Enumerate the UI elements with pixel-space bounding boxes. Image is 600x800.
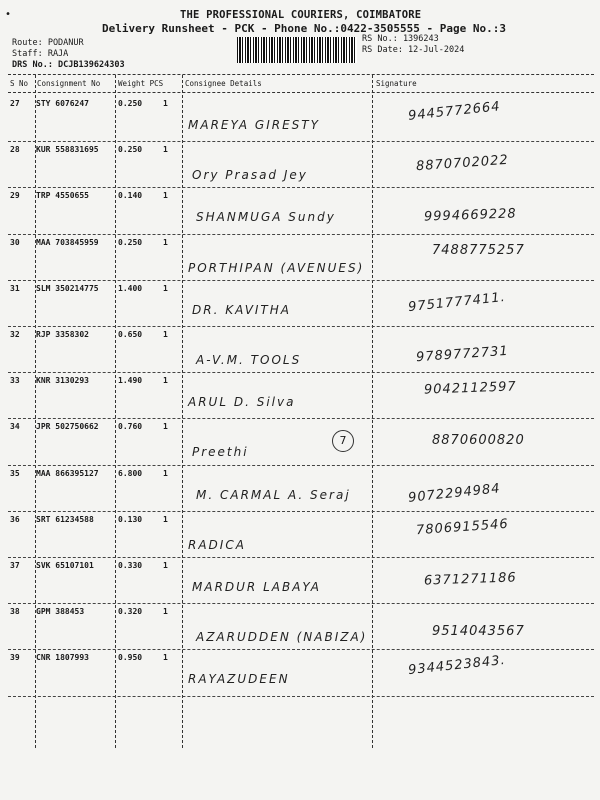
- row-sno: 38: [10, 607, 20, 617]
- table-row: [8, 281, 594, 327]
- row-pcs: 1: [163, 376, 168, 386]
- header-top-rule: [8, 74, 594, 75]
- row-consignment-no: TRP 4550655: [36, 191, 89, 201]
- row-pcs: 1: [163, 422, 168, 432]
- row-sno: 31: [10, 283, 20, 293]
- table-row: [8, 558, 594, 604]
- row-pcs: 1: [163, 237, 168, 247]
- row-sno: 32: [10, 330, 20, 339]
- row-consignee-handwritten: SHANMUGA Sundy: [196, 210, 336, 225]
- row-consignee-handwritten: ARUL D. Silva: [188, 395, 296, 410]
- row-weight: 0.250: [118, 237, 143, 247]
- col-header-weight-pcs: Weight PCS: [118, 79, 164, 88]
- table-row: [8, 235, 594, 281]
- row-consignee-handwritten: MARDUR LABAYA: [192, 580, 322, 594]
- row-consignment-no: JPR 502750662: [36, 422, 99, 432]
- row-consignee-handwritten: AZARUDDEN (NABIZA): [196, 630, 368, 645]
- row-signature-handwritten: 7488775257: [432, 242, 525, 258]
- row-consignee-handwritten: RAYAZUDEEN: [188, 672, 290, 687]
- row-consignee-handwritten: M. CARMAL A. Seraj: [196, 487, 351, 502]
- row-consignment-no: MAA 866395127: [36, 468, 99, 478]
- row-consignment-no: SRT 61234588: [36, 514, 94, 524]
- table-row: [8, 142, 594, 188]
- row-pcs: 1: [163, 468, 168, 478]
- row-weight: 0.140: [118, 191, 143, 201]
- row-pcs: 1: [163, 191, 168, 201]
- row-pcs: 1: [163, 283, 168, 293]
- table-row: [8, 188, 594, 234]
- rs-date: RS Date: 12-Jul-2024: [362, 45, 465, 55]
- barcode: [237, 37, 357, 63]
- row-signature-handwritten: 8870600820: [432, 433, 525, 449]
- staff-text: Staff: RAJA: [12, 49, 69, 59]
- row-pcs: 1: [163, 99, 168, 108]
- row-sno: 37: [10, 561, 20, 570]
- row-signature-handwritten: 9445772664: [407, 99, 502, 124]
- row-pcs: 1: [163, 145, 168, 155]
- row-weight: 0.950: [118, 653, 143, 663]
- col-header-signature: Signature: [376, 79, 417, 88]
- row-sno: 33: [10, 376, 20, 386]
- table-row: [8, 604, 594, 650]
- row-signature-handwritten: 9042112597: [423, 379, 517, 398]
- row-consignment-no: SVK 65107101: [36, 561, 94, 570]
- row-pcs: 1: [163, 561, 168, 570]
- row-sno: 30: [10, 237, 20, 247]
- row-weight: 0.650: [118, 330, 143, 339]
- row-sno: 28: [10, 145, 20, 155]
- row-sno: 34: [10, 422, 20, 432]
- row-consignee-handwritten: PORTHIPAN (AVENUES): [188, 260, 365, 275]
- row-consignment-no: STY 6076247: [36, 99, 89, 108]
- row-pcs: 1: [163, 330, 168, 339]
- row-consignment-no: CNR 1807993: [36, 653, 89, 663]
- row-weight: 0.130: [118, 514, 143, 524]
- row-signature-handwritten: 9994669228: [423, 206, 517, 226]
- table-row: [8, 373, 594, 419]
- row-weight: 0.330: [118, 561, 143, 570]
- header-bottom-rule: [8, 92, 594, 93]
- row-consignee-handwritten: Ory Prasad Jey: [192, 168, 308, 183]
- row-signature-handwritten: 7806915546: [415, 516, 510, 539]
- row-weight: 0.760: [118, 422, 143, 432]
- row-consignment-no: MAA 703845959: [36, 237, 99, 247]
- row-sno: 29: [10, 191, 20, 201]
- row-sno: 27: [10, 99, 20, 108]
- drs-number: DRS No.: DCJB139624303: [12, 60, 125, 70]
- row-weight: 1.490: [118, 376, 143, 386]
- col-header-consignment: Consignment No: [37, 79, 101, 88]
- table-row: [8, 96, 594, 142]
- row-consignee-handwritten: Preethi: [192, 445, 249, 460]
- table-row: [8, 512, 594, 558]
- row-consignee-handwritten: MAREYA GIRESTY: [188, 118, 320, 132]
- row-consignment-no: KNR 3130293: [36, 376, 89, 386]
- row-sno: 35: [10, 468, 20, 478]
- row-signature-handwritten: 9789772731: [415, 343, 510, 366]
- table-row: [8, 650, 594, 696]
- row-signature-handwritten: 9751777411.: [407, 289, 507, 315]
- route-text: Route: PODANUR: [12, 38, 84, 48]
- table-row: [8, 327, 594, 373]
- table-row: [8, 466, 594, 512]
- row-pcs: 1: [163, 653, 168, 663]
- rs-number: RS No.: 1396243: [362, 34, 439, 44]
- col-header-sno: S No: [10, 79, 29, 88]
- row-consignment-no: GPM 388453: [36, 607, 85, 617]
- row-signature-handwritten: 6371271186: [423, 570, 517, 589]
- row-pcs: 1: [163, 607, 168, 617]
- row-weight: 0.250: [118, 145, 143, 155]
- row-consignee-handwritten: DR. KAVITHA: [192, 302, 291, 317]
- row-separator: [8, 696, 594, 697]
- circled-number-stamp: 7: [332, 430, 354, 452]
- row-consignee-handwritten: A-V.M. TOOLS: [196, 353, 302, 367]
- row-consignment-no: SLM 350214775: [36, 283, 99, 293]
- row-signature-handwritten: 9344523843.: [407, 653, 507, 679]
- table-row: [8, 419, 594, 465]
- row-consignment-no: RJP 3358302: [36, 330, 89, 339]
- row-signature-handwritten: 8870702022: [415, 152, 510, 175]
- row-pcs: 1: [163, 514, 168, 524]
- row-sno: 39: [10, 653, 20, 663]
- runsheet-title: Delivery Runsheet - PCK - Phone No.:0422-3505555 - Page No.:3: [102, 22, 506, 35]
- row-signature-handwritten: 9514043567: [432, 624, 525, 640]
- row-weight: 0.320: [118, 607, 143, 617]
- col-header-consignee: Consignee Details: [185, 79, 262, 88]
- row-weight: 1.400: [118, 283, 143, 293]
- corner-mark: •: [5, 9, 12, 20]
- row-weight: 0.250: [118, 99, 143, 108]
- company-title: THE PROFESSIONAL COURIERS, COIMBATORE: [180, 9, 422, 21]
- row-weight: 6.800: [118, 468, 143, 478]
- row-sno: 36: [10, 514, 20, 524]
- row-consignee-handwritten: RADICA: [188, 537, 246, 552]
- row-signature-handwritten: 9072294984: [407, 480, 502, 506]
- row-consignment-no: KUR 558831695: [36, 145, 99, 155]
